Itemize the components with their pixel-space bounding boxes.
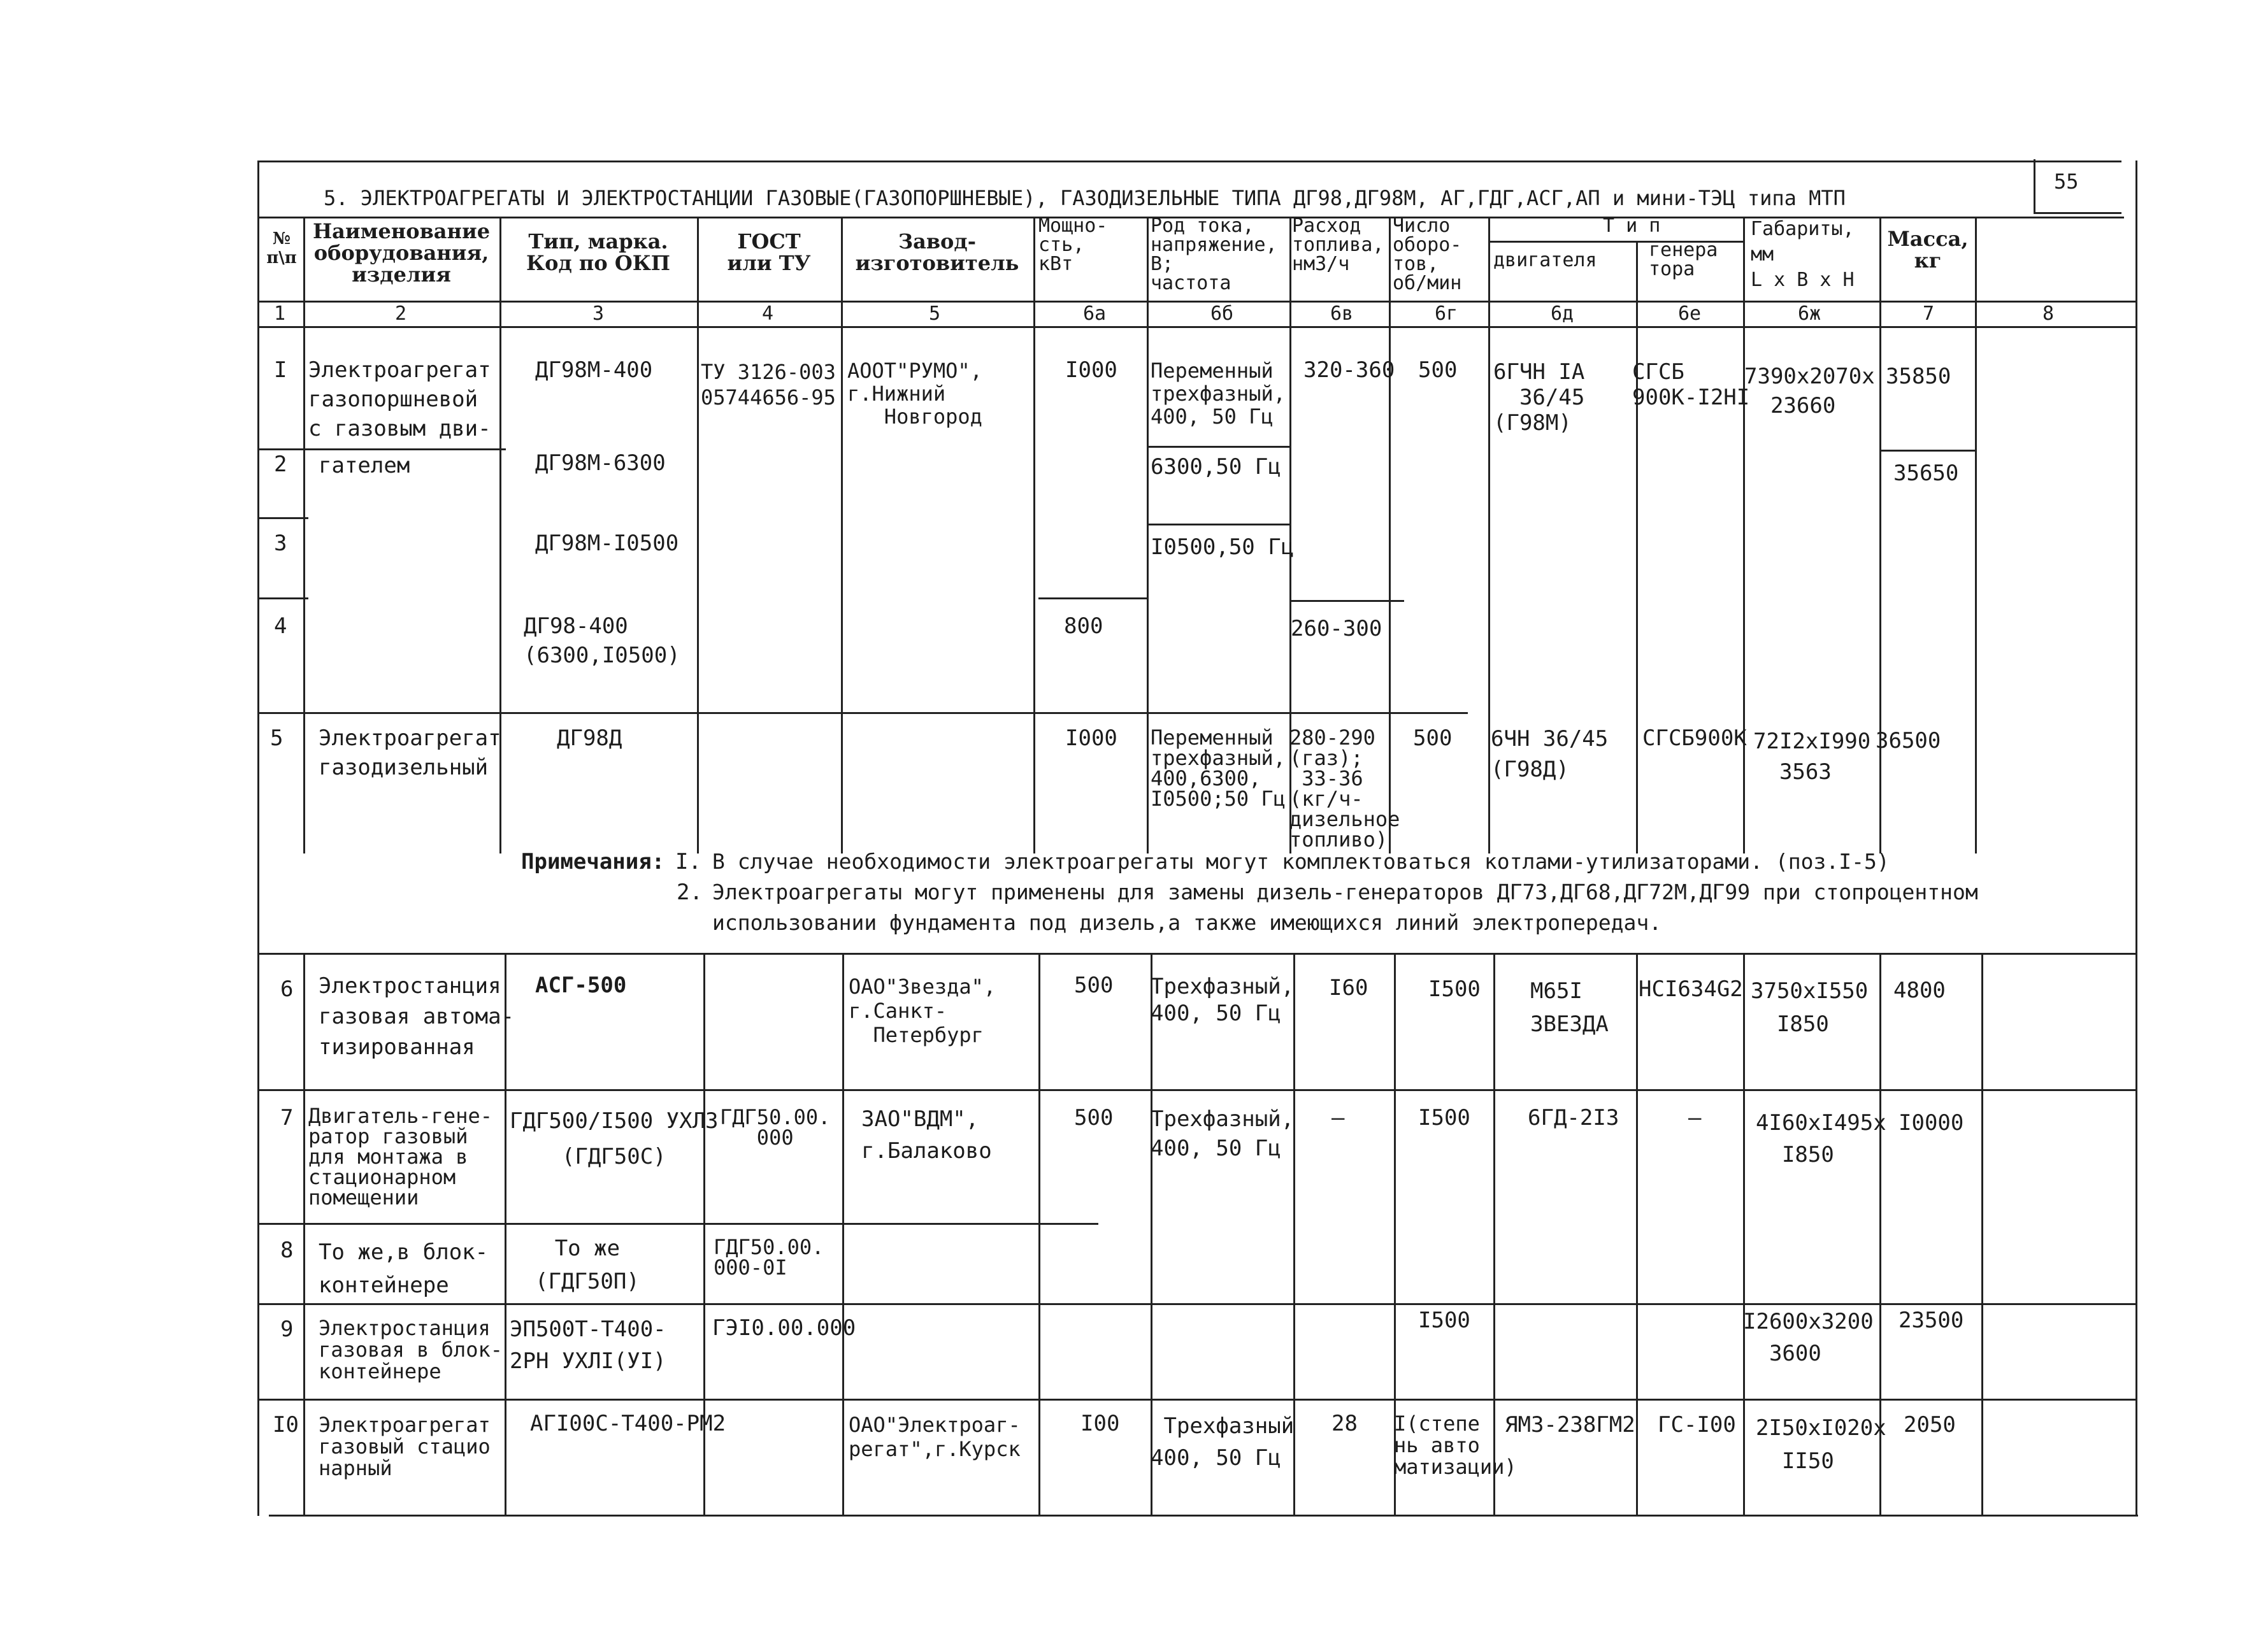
header-tip: Т и п: [1603, 215, 1661, 237]
row7-type: ГДГ500/I500 УХЛ3 (ГДГ50С): [510, 1108, 719, 1169]
row9-mass: 23500: [1898, 1308, 1964, 1333]
row9-number: 9: [280, 1317, 294, 1342]
column-line: [1636, 953, 1638, 1516]
row1-manufacturer: АООТ"РУМО", г.Нижний Новгород: [847, 359, 982, 429]
table-right-border: [2135, 161, 2137, 1516]
row5-engine: 6ЧН 36/45 (Г98Д): [1491, 726, 1609, 782]
col-number-6v: 6в: [1330, 303, 1354, 325]
column-line: [1038, 953, 1040, 1516]
row7-gost: ГДГ50.00. 000: [720, 1105, 831, 1150]
header-dimensions: Габариты, мм L x B x H: [1751, 218, 1855, 291]
page-number-box-left: [2034, 159, 2035, 213]
row10-mass: 2050: [1904, 1412, 1956, 1438]
column-line: [1147, 217, 1149, 853]
row-separator: [257, 712, 1468, 714]
col-number-2: 2: [395, 303, 407, 325]
row5-fuel: 280-290 (газ); 33-36 (кг/ч- дизельное топливо): [1289, 725, 1400, 852]
row8-name: То же,в блок- контейнере: [319, 1239, 489, 1298]
row6-manufacturer: ОАО"Звезда", г.Санкт- Петербург: [849, 975, 996, 1047]
header-power: Мощно- сть, кВт: [1038, 215, 1108, 275]
column-line: [1636, 241, 1638, 853]
row10-dimensions: 2I50xI020x II50: [1756, 1415, 1886, 1474]
row10-type: АГI00С-Т400-РМ2: [530, 1411, 726, 1436]
row9-gost: ГЭI0.00.000: [712, 1315, 856, 1341]
header-gost: ГОСТ или ТУ: [727, 229, 811, 275]
row1-name: Электроагрегат газопоршневой с газовым дви-: [308, 357, 491, 441]
row7-rpm: I500: [1418, 1105, 1470, 1131]
row5-dimensions: 72I2xI990 3563: [1753, 729, 1871, 785]
column-line: [1033, 217, 1035, 853]
row-separator: [1147, 446, 1289, 448]
header-manufacturer: Завод- изготовитель: [855, 229, 1019, 275]
header-mass: Масса, кг: [1887, 227, 1969, 273]
column-line: [842, 953, 844, 1516]
row6-mass: 4800: [1893, 978, 1946, 1003]
row3-current: I0500,50 Гц: [1151, 534, 1295, 560]
column-line: [1743, 217, 1745, 853]
col-number-6d: 6д: [1551, 303, 1574, 325]
row8-gost: ГДГ50.00. 000-0I: [714, 1235, 824, 1280]
row4-fuel: 260-300: [1291, 616, 1382, 641]
row7-mass: I0000: [1898, 1110, 1964, 1136]
note2-text-line1: Электроагрегаты могут применены для замены дизель-генераторов ДГ73,ДГ68,ДГ72М,ДГ99 при стопроцентном: [712, 880, 1978, 904]
row3-number: 3: [274, 531, 287, 556]
notes-label: Примечания:: [521, 849, 665, 875]
row6-engine: М65I ЗВЕЗДА: [1530, 978, 1609, 1037]
row7-number: 7: [280, 1105, 294, 1131]
row2-name: гателем: [319, 453, 410, 478]
row9-type: ЭП500Т-Т400- 2РН УХЛI(УI): [510, 1317, 666, 1374]
row1-generator: СГСБ 900К-I2НI: [1632, 359, 1750, 410]
row6-current: Трехфазный, 400, 50 Гц: [1151, 974, 1295, 1026]
row7-fuel: –: [1331, 1105, 1345, 1131]
row4-power: 800: [1064, 613, 1103, 639]
col-number-5: 5: [929, 303, 941, 325]
header-fuel: Расход топлива, нм3/ч: [1292, 215, 1384, 275]
column-line: [841, 217, 843, 853]
row1-mass: 35850: [1886, 364, 1951, 389]
row5-type: ДГ98Д: [557, 725, 622, 751]
row1-dimensions: 7390x2070x 23660: [1744, 364, 1875, 418]
row10-manufacturer: ОАО"Электроаг- регат",г.Курск: [849, 1413, 1021, 1461]
row7-power: 500: [1074, 1105, 1114, 1131]
row4-type: ДГ98-400 (6300,I0500): [524, 613, 680, 668]
col-number-4: 4: [762, 303, 774, 325]
col-number-8: 8: [2042, 303, 2055, 325]
row1-rpm: 500: [1418, 357, 1458, 383]
row-separator: [257, 1089, 2135, 1091]
col-number-3: 3: [592, 303, 605, 325]
row7-current: Трехфазный, 400, 50 Гц: [1151, 1106, 1295, 1161]
row4-number: 4: [274, 613, 287, 639]
column-line: [1981, 953, 1983, 1516]
col-number-6g: 6г: [1435, 303, 1458, 325]
row-separator: [257, 1303, 2135, 1305]
row7-engine: 6ГД-2I3: [1528, 1105, 1619, 1131]
row-separator: [257, 1223, 1098, 1225]
row-separator: [257, 1399, 2135, 1401]
row6-dimensions: 3750xI550 I850: [1751, 978, 1869, 1037]
page-number: 55: [2054, 169, 2079, 194]
row6-power: 500: [1074, 973, 1114, 998]
header-bottom-line: [257, 301, 2135, 303]
row2-mass: 35650: [1893, 461, 1959, 486]
note1-number: I.: [675, 849, 701, 875]
row1-number: I: [274, 357, 287, 383]
row1-engine: 6ГЧН IA 36/45 (Г98М): [1493, 359, 1585, 436]
page-number-box-bottom: [2034, 212, 2121, 214]
note2-text-line2: использовании фундамента под дизель,а также имеющихся линий электропередач.: [712, 910, 1662, 935]
row10-number: I0: [273, 1412, 299, 1438]
row1-power: I000: [1065, 357, 1117, 383]
column-line: [1488, 217, 1490, 853]
row-separator: [1147, 524, 1289, 525]
row3-type: ДГ98М-I0500: [535, 531, 679, 556]
row-separator: [1879, 450, 1975, 452]
row1-gost: ТУ 3126-003 05744656-95: [701, 360, 836, 410]
header-rpm: Число оборо- тов, об/мин: [1393, 215, 1462, 294]
col-number-7: 7: [1923, 303, 1935, 325]
row6-rpm: I500: [1428, 976, 1481, 1002]
row2-type: ДГ98М-6300: [535, 450, 666, 476]
row6-fuel: I60: [1329, 975, 1368, 1001]
table-title: 5. ЭЛЕКТРОАГРЕГАТЫ И ЭЛЕКТРОСТАНЦИИ ГАЗОВЫЕ(ГАЗОПОРШНЕВЫЕ), ГАЗОДИЗЕЛЬНЫЕ ТИПА ДГ98,ДГ98М, АГ,ГДГ,АСГ,АП и мини-ТЭЦ типа МТП: [324, 186, 1846, 210]
column-line: [303, 953, 305, 1516]
row9-dimensions: I2600x3200 3600: [1743, 1309, 1874, 1366]
row5-mass: 36500: [1876, 728, 1941, 753]
header-row-number: № п\п: [266, 229, 297, 268]
row1-fuel: 320-360: [1303, 357, 1395, 383]
row8-number: 8: [280, 1238, 294, 1263]
row5-generator: СГСБ900К: [1642, 725, 1747, 751]
row-separator: [257, 517, 308, 519]
row-separator: [257, 448, 506, 450]
table-top-border: [257, 161, 2121, 162]
row10-power: I00: [1080, 1411, 1120, 1436]
header-equipment-name: Наименование оборудования, изделия: [312, 219, 491, 287]
row9-rpm: I500: [1418, 1308, 1470, 1333]
row10-fuel: 28: [1331, 1411, 1358, 1436]
col-number-6e: 6е: [1678, 303, 1702, 325]
row6-generator: НСI634G2: [1639, 976, 1743, 1002]
row6-type: АСГ-500: [535, 973, 627, 998]
col-number-1: 1: [274, 303, 286, 325]
row5-current: Переменный трехфазный, 400,6300, I0500;50 Гц: [1151, 725, 1286, 811]
row5-number: 5: [270, 725, 284, 751]
col-number-6zh: 6ж: [1798, 303, 1821, 325]
row7-generator: –: [1688, 1105, 1702, 1131]
row8-type: То же (ГДГ50П): [535, 1236, 640, 1294]
column-numbers-line: [257, 326, 2135, 328]
row-separator: [257, 597, 308, 599]
row-separator: [1289, 600, 1404, 602]
col-number-6a: 6а: [1083, 303, 1107, 325]
row2-number: 2: [274, 452, 287, 477]
table-left-border: [257, 161, 259, 1516]
row1-type: ДГ98М-400: [535, 357, 653, 383]
col-number-6b: 6б: [1210, 303, 1234, 325]
row6-name: Электростанция газовая автома- тизированная: [319, 973, 515, 1060]
row7-dimensions: 4I60xI495x I850: [1756, 1110, 1886, 1167]
row9-name: Электростанция газовая в блок- контейнере: [319, 1316, 503, 1383]
row10-generator: ГС-I00: [1658, 1412, 1736, 1438]
table-bottom-border: [269, 1515, 2138, 1517]
row2-current: 6300,50 Гц: [1151, 454, 1281, 480]
row-separator: [1038, 597, 1147, 599]
row-separator: [257, 953, 2135, 955]
column-line: [1975, 217, 1977, 853]
row10-name: Электроагрегат газовый стацио нарный: [319, 1413, 491, 1480]
row7-manufacturer: ЗАО"ВДМ", г.Балаково: [861, 1106, 992, 1164]
row10-rpm: I(степе нь авто матизации): [1394, 1411, 1517, 1479]
header-engine: двигателя: [1493, 249, 1597, 271]
header-type-code: Тип, марка. Код по ОКП: [526, 229, 671, 275]
row10-engine: ЯМЗ-238ГМ2: [1505, 1412, 1635, 1438]
row5-power: I000: [1065, 725, 1117, 751]
row1-current: Переменный трехфазный, 400, 50 Гц: [1151, 359, 1286, 429]
column-line: [303, 217, 305, 853]
row5-rpm: 500: [1413, 725, 1453, 751]
column-line: [1743, 953, 1745, 1516]
row10-current: Трехфазный 400, 50 Гц: [1151, 1413, 1295, 1471]
row5-name: Электроагрегат газодизельный: [319, 725, 501, 780]
header-current: Род тока, напряжение, В; частота: [1151, 215, 1277, 294]
row6-number: 6: [280, 976, 294, 1002]
header-generator: генера тора: [1649, 239, 1718, 280]
note2-number: 2.: [677, 880, 703, 905]
row7-name: Двигатель-гене- ратор газовый для монтажа в стационарном помещении: [308, 1104, 492, 1210]
column-line: [697, 217, 699, 853]
note1-text: В случае необходимости электроагрегаты могут комплектоваться котлами-утилизаторами. (поз.I-5): [712, 849, 1890, 874]
column-line: [1879, 217, 1881, 853]
